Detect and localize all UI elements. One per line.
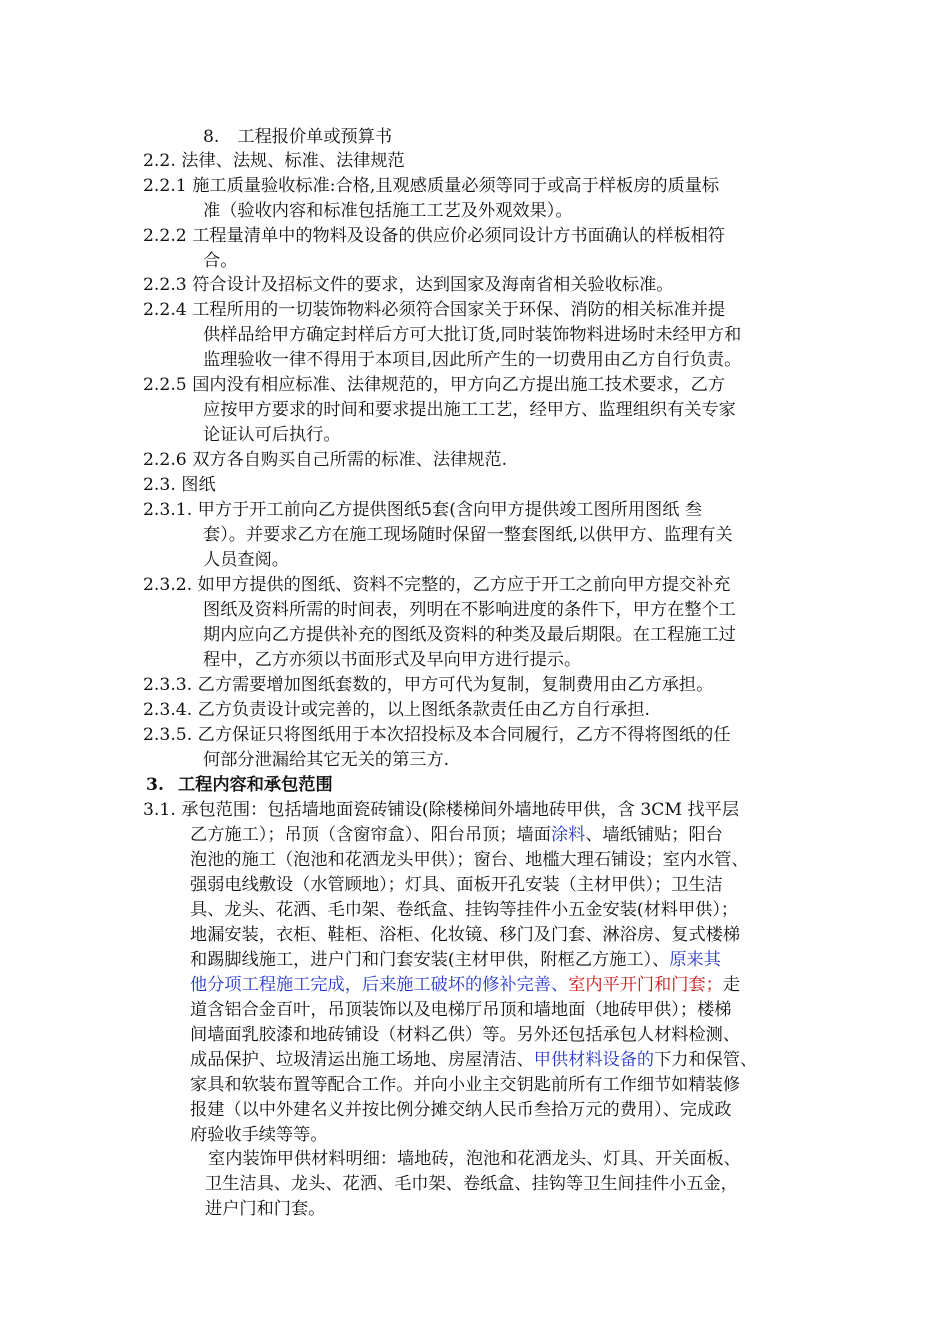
- clause-2-2-2-line2: 合。: [203, 251, 238, 271]
- clause-3-1-line4: 强弱电线敷设（水管顾地）；灯具、面板开孔安装（主材甲供）；卫生洁: [190, 875, 723, 895]
- clause-text: 施工质量验收标准:合格,且观感质量必须等同于或高于样板房的质量标: [192, 176, 720, 196]
- clause-2-3-1-line1: [143, 498, 702, 523]
- highlight-red-text: 室内平开门和门套；: [568, 975, 723, 995]
- clause-3-1-line3: 泡池的施工（泡池和花洒龙头甲供）；窗台、地槛大理石铺设；室内水管、: [190, 850, 749, 870]
- section-title: 工程内容和承包范围: [177, 775, 333, 795]
- clause-text: 工程所用的一切装饰物料必须符合国家关于环保、消防的相关标准并提: [192, 300, 726, 320]
- clause-number: 2.3.3.: [143, 675, 193, 695]
- materials-list-line2: 卫生洁具、龙头、花洒、毛巾架、卷纸盒、挂钩等卫生间挂件小五金，: [205, 1174, 738, 1194]
- text-segment: 、墙纸铺贴；阳台: [585, 825, 723, 845]
- clause-text: 乙方需要增加图纸套数的，甲方可代为复制，复制费用由乙方承担。: [197, 675, 714, 695]
- highlight-blue-text: 甲供材料设备的: [533, 1050, 655, 1070]
- clause-number: 2.3.5.: [143, 725, 193, 745]
- text-segment: 走: [722, 975, 741, 995]
- clause-2-2-6-line1: [143, 448, 507, 473]
- clause-number: 3.1.: [143, 800, 176, 820]
- clause-2-3-5-line1: [143, 723, 731, 748]
- clause-number: 2.2.2: [143, 226, 187, 246]
- clause-2-2-4-line2: 供样品给甲方确定封样后方可大批订货,同时装饰物料进场时未经甲方和: [203, 325, 742, 345]
- section-title: 法律、法规、标准、法律规范: [181, 151, 405, 171]
- clause-number: 2.3.1.: [143, 500, 193, 520]
- clause-number: 2.2.3: [143, 275, 187, 295]
- clause-2-3-1-line2: 套）。并要求乙方在施工现场随时保留一整套图纸,以供甲方、监理有关: [203, 525, 733, 545]
- highlight-blue-text: 涂料: [550, 825, 586, 845]
- highlight-blue-text: 他分项工程施工完成，后来施工破坏的修补完善、: [190, 975, 569, 995]
- section-3-heading: [146, 773, 333, 798]
- section-title: 图纸: [181, 475, 216, 495]
- clause-text: 双方各自购买自己所需的标准、法律规范.: [192, 450, 508, 470]
- clause-3-1-line6: 地漏安装，衣柜、鞋柜、浴柜、化妆镜、移门及门套、淋浴房、复式楼梯: [190, 925, 741, 945]
- section-2-2-heading: [143, 149, 405, 174]
- materials-list-line1: 室内装饰甲供材料明细：墙地砖，泡池和花洒龙头、灯具、开关面板、: [208, 1149, 741, 1169]
- clause-3-1-line1: [143, 798, 739, 823]
- highlight-blue-text: 原来其: [669, 950, 721, 970]
- clause-2-2-1-line2: 准（验收内容和标准包括施工工艺及外观效果）。: [203, 201, 573, 221]
- clause-number: 2.2.1: [143, 176, 187, 196]
- clause-3-1-line5: 具、龙头、花洒、毛巾架、卷纸盒、挂钩等挂件小五金安装(材料甲供）；: [190, 900, 739, 920]
- clause-2-3-2-line4: 程中，乙方亦须以书面形式及早向甲方进行提示。: [203, 650, 582, 670]
- clause-3-1-line9: 道含铝合金百叶，吊顶装饰以及电梯厅吊顶和墙地面（地砖甲供）；楼梯: [190, 1000, 732, 1020]
- clause-number: 2.2.4: [143, 300, 187, 320]
- text-segment: 乙方施工）；吊顶（含窗帘盒）、阳台吊顶；墙面: [190, 825, 551, 845]
- section-number: 2.3.: [143, 475, 176, 495]
- clause-2-2-4-line3: 监理验收一律不得用于本项目,因此所产生的一切费用由乙方自行负责。: [203, 350, 742, 370]
- section-2-3-heading: [143, 473, 216, 498]
- section-number: 3.: [146, 775, 164, 795]
- materials-list-line3: 进户门和门套。: [205, 1199, 326, 1219]
- clause-2-3-4-line1: [143, 698, 650, 723]
- clause-text: 国内没有相应标准、法律规范的，甲方向乙方提出施工技术要求，乙方: [192, 375, 726, 395]
- clause-2-3-5-line2: 何部分泄漏给其它无关的第三方.: [203, 750, 450, 770]
- clause-number: 2.3.2.: [143, 575, 193, 595]
- clause-2-3-2-line1: [143, 573, 731, 598]
- clause-2-3-3-line1: [143, 673, 713, 698]
- clause-2-2-5-line2: 应按甲方要求的时间和要求提出施工工艺，经甲方、监理组织有关专家: [203, 400, 736, 420]
- clause-2-3-1-line3: 人员查阅。: [203, 550, 289, 570]
- clause-3-1-line7: [190, 948, 721, 973]
- clause-number: 2.3.4.: [143, 700, 193, 720]
- clause-number: 2.2.5: [143, 375, 187, 395]
- item-text: 工程报价单或预算书: [237, 127, 393, 147]
- clause-3-1-line13: 报建（以中外建名义并按比例分摊交纳人民币叁拾万元的费用）、完成政: [190, 1100, 732, 1120]
- clause-2-3-2-line3: 期内应向乙方提供补充的图纸及资料的种类及最后期限。在工程施工过: [203, 625, 736, 645]
- clause-text: 工程量清单中的物料及设备的供应价必须同设计方书面确认的样板相符: [192, 226, 726, 246]
- section-number: 2.2.: [143, 151, 176, 171]
- clause-3-1-line8: [190, 973, 740, 998]
- clause-3-1-line14: 府验收手续等等。: [190, 1125, 328, 1145]
- text-segment: 和踢脚线施工，进户门和门套安装(主材甲供，附框乙方施工）、: [190, 950, 670, 970]
- list-item-8: [203, 125, 392, 150]
- clause-3-1-line10: 间墙面乳胶漆和地砖铺设（材料乙供）等。另外还包括承包人材料检测、: [190, 1025, 741, 1045]
- clause-text: 如甲方提供的图纸、资料不完整的，乙方应于开工之前向甲方提交补充: [197, 575, 731, 595]
- clause-2-3-2-line2: 图纸及资料所需的时间表，列明在不影响进度的条件下，甲方在整个工: [203, 600, 736, 620]
- clause-3-1-line2: [190, 823, 723, 848]
- clause-number: 2.2.6: [143, 450, 187, 470]
- clause-2-2-2-line1: [143, 224, 725, 249]
- text-segment: 成品保护、垃圾清运出施工场地、房屋清洁、: [190, 1050, 534, 1070]
- clause-2-2-1-line1: [143, 174, 719, 199]
- clause-text: 乙方保证只将图纸用于本次招投标及本合同履行，乙方不得将图纸的任: [197, 725, 731, 745]
- item-number: 8.: [203, 127, 220, 147]
- clause-text: 承包范围：包括墙地面瓷砖铺设(除楼梯间外墙地砖甲供，含 3CM 找平层: [181, 800, 740, 820]
- clause-text: 乙方负责设计或完善的，以上图纸条款责任由乙方自行承担.: [197, 700, 651, 720]
- clause-2-2-3-line1: [143, 273, 673, 298]
- clause-text: 符合设计及招标文件的要求，达到国家及海南省相关验收标准。: [192, 275, 674, 295]
- clause-2-2-5-line3: 论证认可后执行。: [203, 425, 341, 445]
- clause-2-2-5-line1: [143, 373, 725, 398]
- clause-3-1-line11: [190, 1048, 757, 1073]
- clause-2-2-4-line1: [143, 298, 725, 323]
- clause-text: 甲方于开工前向乙方提供图纸5套(含向甲方提供竣工图所用图纸 叁: [197, 500, 703, 520]
- text-segment: 下力和保管、: [654, 1050, 758, 1070]
- clause-3-1-line12: 家具和软装布置等配合工作。并向小业主交钥匙前所有工作细节如精装修: [190, 1075, 741, 1095]
